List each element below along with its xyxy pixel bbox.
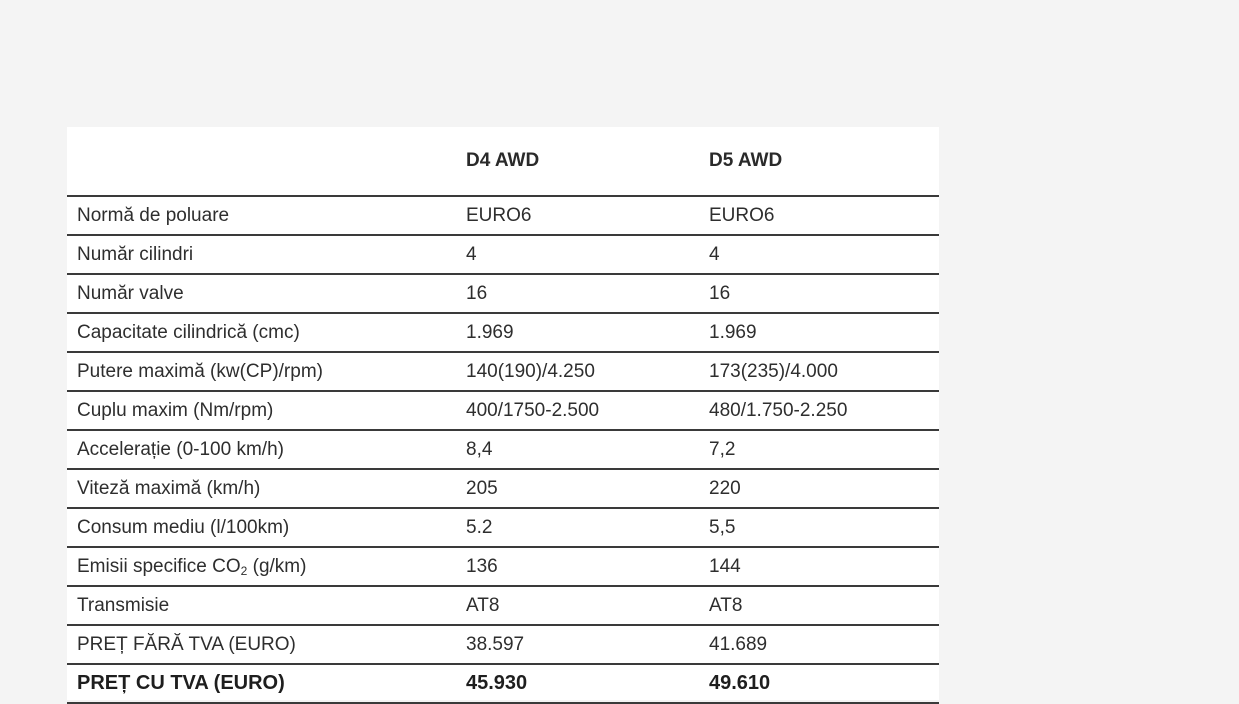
header-label-cell bbox=[67, 127, 456, 196]
table-row bbox=[67, 430, 939, 469]
row-value-d4: 38.597 bbox=[456, 625, 699, 664]
row-label: Accelerație (0-100 km/h) bbox=[67, 430, 456, 469]
row-value-d4: 5.2 bbox=[456, 508, 699, 547]
row-label: Număr cilindri bbox=[67, 235, 456, 274]
table-row bbox=[67, 274, 939, 313]
row-label-unit: (g/km) bbox=[247, 555, 307, 577]
table-row bbox=[67, 547, 939, 586]
row-value-d5: 1.969 bbox=[699, 313, 939, 352]
table-row bbox=[67, 196, 939, 235]
header-d5-awd: D5 AWD bbox=[699, 127, 939, 196]
row-label: Consum mediu (l/100km) bbox=[67, 508, 456, 547]
row-label: Transmisie bbox=[67, 586, 456, 625]
co2-subscript: 2 bbox=[240, 563, 248, 578]
row-value-d5: 220 bbox=[699, 469, 939, 508]
row-value-d4: AT8 bbox=[456, 586, 699, 625]
table-row bbox=[67, 313, 939, 352]
row-value-d4: 16 bbox=[456, 274, 699, 313]
row-value-d5: 173(235)/4.000 bbox=[699, 352, 939, 391]
table-row bbox=[67, 625, 939, 664]
row-label: Cuplu maxim (Nm/rpm) bbox=[67, 391, 456, 430]
row-label: PREȚ CU TVA (EURO) bbox=[67, 664, 456, 703]
row-label: Putere maximă (kw(CP)/rpm) bbox=[67, 352, 456, 391]
row-label: Viteză maximă (km/h) bbox=[67, 469, 456, 508]
header-d4-awd: D4 AWD bbox=[456, 127, 699, 196]
specs-table bbox=[67, 127, 939, 704]
specs-card bbox=[67, 127, 939, 700]
row-label-text: Emisii specifice CO bbox=[77, 555, 241, 577]
row-label: Normă de poluare bbox=[67, 196, 456, 235]
row-value-d5: 5,5 bbox=[699, 508, 939, 547]
row-value-d4: 8,4 bbox=[456, 430, 699, 469]
row-value-d5: 49.610 bbox=[699, 664, 939, 703]
table-header-row bbox=[67, 127, 939, 196]
row-label: PREȚ FĂRĂ TVA (EURO) bbox=[67, 625, 456, 664]
row-label: Număr valve bbox=[67, 274, 456, 313]
row-value-d5: 480/1.750-2.250 bbox=[699, 391, 939, 430]
table-row bbox=[67, 508, 939, 547]
row-value-d4: 45.930 bbox=[456, 664, 699, 703]
table-row bbox=[67, 391, 939, 430]
row-value-d4: 400/1750-2.500 bbox=[456, 391, 699, 430]
row-value-d5: 144 bbox=[699, 547, 939, 586]
table-row bbox=[67, 352, 939, 391]
row-value-d5: EURO6 bbox=[699, 196, 939, 235]
table-row bbox=[67, 586, 939, 625]
row-label: Capacitate cilindrică (cmc) bbox=[67, 313, 456, 352]
row-value-d5: 7,2 bbox=[699, 430, 939, 469]
row-value-d5: 4 bbox=[699, 235, 939, 274]
row-value-d4: EURO6 bbox=[456, 196, 699, 235]
row-value-d4: 4 bbox=[456, 235, 699, 274]
row-value-d5: 41.689 bbox=[699, 625, 939, 664]
table-row bbox=[67, 235, 939, 274]
row-value-d4: 1.969 bbox=[456, 313, 699, 352]
row-value-d4: 140(190)/4.250 bbox=[456, 352, 699, 391]
row-label bbox=[67, 547, 456, 586]
table-row-total bbox=[67, 664, 939, 703]
row-value-d4: 136 bbox=[456, 547, 699, 586]
row-value-d4: 205 bbox=[456, 469, 699, 508]
row-value-d5: AT8 bbox=[699, 586, 939, 625]
row-value-d5: 16 bbox=[699, 274, 939, 313]
table-row bbox=[67, 469, 939, 508]
